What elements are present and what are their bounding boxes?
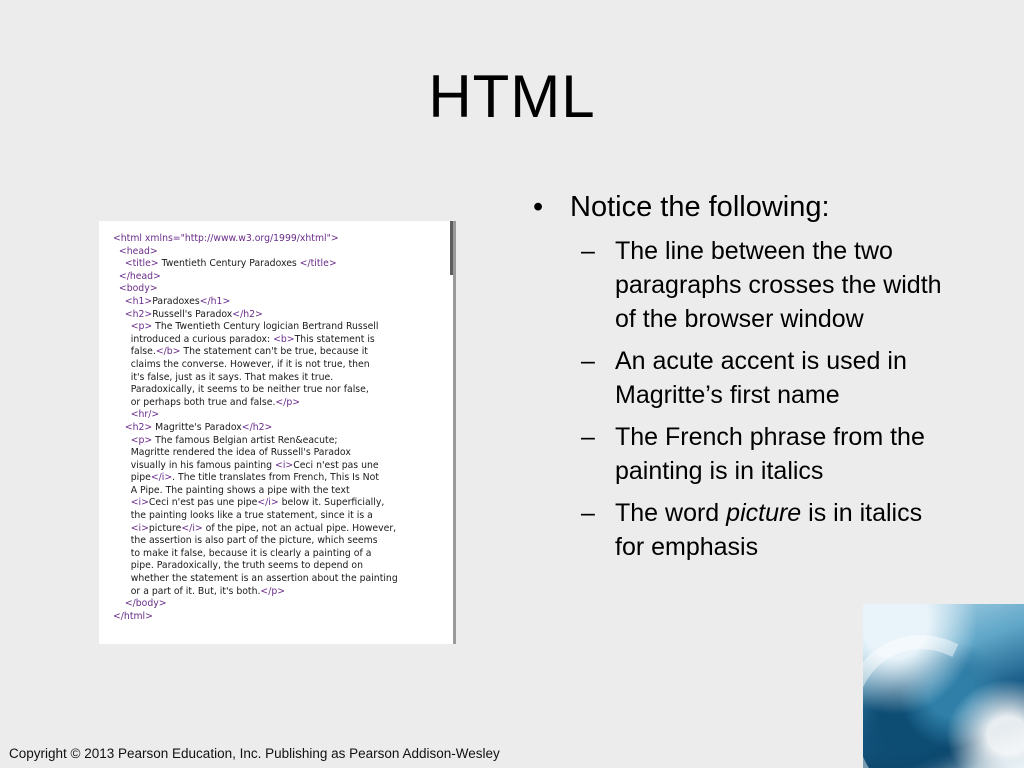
code-line: it's false, just as it says. That makes it true. bbox=[113, 371, 334, 383]
code-line: <h2> Magritte's Paradox</h2> bbox=[124, 421, 273, 433]
code-line: A Pipe. The painting shows a pipe with the text bbox=[113, 484, 350, 496]
code-listing bbox=[99, 221, 453, 623]
code-line: </head> bbox=[118, 270, 161, 282]
copyright-footer: Copyright © 2013 Pearson Education, Inc. Publishing as Pearson Addison-Wesley bbox=[9, 746, 500, 761]
sub-bullet-text bbox=[615, 496, 955, 564]
slide-title: HTML bbox=[428, 63, 596, 130]
dash-marker: – bbox=[581, 237, 595, 265]
code-line: pipe</i>. The title translates from French, This Is Not bbox=[113, 472, 379, 484]
code-line: <i>picture</i> of the pipe, not an actual pipe. However, bbox=[130, 522, 397, 534]
bullet-item bbox=[533, 190, 973, 224]
sub-bullet-item bbox=[581, 344, 973, 412]
bullet-text: Notice the following: bbox=[570, 191, 830, 223]
code-line: <p> The famous Belgian artist Ren&eacute; bbox=[130, 434, 338, 446]
code-line: Magritte rendered the idea of Russell's Paradox bbox=[113, 447, 351, 459]
sub-bullet-item bbox=[581, 234, 973, 336]
code-line: <h1>Paradoxes</h1> bbox=[124, 295, 231, 307]
code-line: or perhaps both true and false.</p> bbox=[113, 396, 301, 408]
code-line: <head> bbox=[118, 245, 158, 257]
dash-marker: – bbox=[581, 347, 595, 375]
code-line: <hr/> bbox=[130, 409, 160, 421]
sub-bullet-item bbox=[581, 420, 973, 488]
sub-bullet-list bbox=[533, 234, 973, 564]
code-line: to make it false, because it is clearly a painting of a bbox=[113, 547, 372, 559]
code-line: or a part of it. But, it's both.</p> bbox=[113, 585, 286, 597]
code-line: pipe. Paradoxically, the truth seems to depend on bbox=[113, 560, 363, 572]
dash-marker: – bbox=[581, 499, 595, 527]
code-line: false.</b> The statement can't be true, because it bbox=[113, 346, 368, 358]
sub-bullet-text: The line between the two paragraphs crosses the width of the browser window bbox=[615, 237, 942, 333]
code-line: <html xmlns="http://www.w3.org/1999/xhtml"> bbox=[113, 233, 339, 244]
code-line: claims the converse. However, if it is not true, then bbox=[113, 358, 370, 370]
sub-bullet-item bbox=[581, 496, 973, 564]
sub-bullet-text: The French phrase from the painting is in italics bbox=[615, 423, 925, 485]
sub-bullet-text-part: The word bbox=[615, 499, 727, 527]
code-line: <i>Ceci n'est pas une pipe</i> below it. Superficially, bbox=[130, 497, 385, 509]
code-line: introduced a curious paradox: <b>This statement is bbox=[113, 333, 375, 345]
code-line: the assertion is also part of the picture, which seems bbox=[113, 535, 378, 547]
code-line: visually in his famous painting <i>Ceci n'est pas une bbox=[113, 459, 379, 471]
code-line: <p> The Twentieth Century logician Bertrand Russell bbox=[130, 321, 379, 333]
scrollbar bbox=[450, 221, 453, 275]
code-line: </html> bbox=[113, 610, 153, 622]
code-screenshot bbox=[99, 221, 456, 644]
bullet-list bbox=[533, 190, 973, 572]
code-line: the painting looks like a true statement, since it is a bbox=[113, 510, 373, 522]
dash-marker: – bbox=[581, 423, 595, 451]
wave-image bbox=[863, 604, 1024, 768]
sub-bullet-text: An acute accent is used in Magritte’s first name bbox=[615, 347, 907, 409]
code-line: Paradoxically, it seems to be neither true nor false, bbox=[113, 384, 369, 396]
code-line: <h2>Russell's Paradox</h2> bbox=[124, 308, 263, 320]
code-line: </body> bbox=[124, 598, 167, 610]
emphasis-word: picture bbox=[726, 499, 802, 527]
code-line: whether the statement is an assertion about the painting bbox=[113, 573, 398, 585]
sub-bullet-text-part: is in italics for emphasis bbox=[615, 499, 923, 561]
bullet-marker: • bbox=[533, 191, 544, 223]
code-line: <title> Twentieth Century Paradoxes </title> bbox=[124, 258, 337, 270]
code-line: <body> bbox=[118, 283, 158, 295]
